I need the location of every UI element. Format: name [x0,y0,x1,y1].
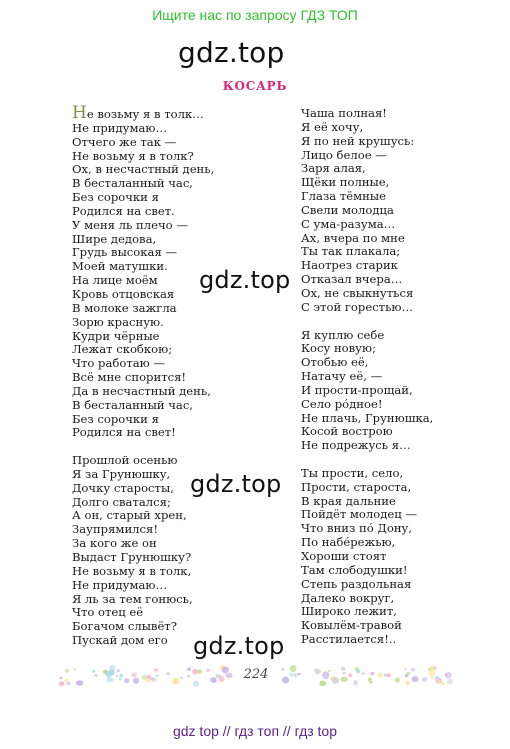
ornament-dot [109,665,115,672]
poem-line: Косу новую; [301,341,377,356]
poem-line: Я по ней крушусь: [301,133,415,148]
poem-line: Отказал вчера… [301,272,403,287]
poem-line: Отобью её, [301,355,369,370]
ornament-dot [290,665,296,672]
poem-line: Что отец её [72,605,144,620]
ornament-dot [281,668,284,671]
poem-line: Прости, староста, [301,479,412,494]
ornament-dot [328,670,331,672]
poem-line: Что работаю — [72,356,166,371]
poem-line: Ковылём-травой [301,618,402,633]
page-number: 224 [243,667,269,682]
ornament-dot [156,675,159,677]
poem-line: Заупрямился! [72,522,158,537]
ornament-dot [64,678,69,683]
ornament-dot [109,671,114,676]
poem-line: Прошлой осенью [72,453,178,468]
drop-cap: Н [72,103,87,123]
ornament-dot [441,682,445,685]
ornament-dot [116,675,119,677]
poem-line: Я её хочу, [301,119,364,134]
ornament-dot [124,678,129,683]
poem-line: С этой горестью… [301,299,414,314]
ornament-dot [226,673,233,678]
ornament-dot [430,676,433,679]
ornament-dot [76,680,83,686]
ornament-dot [315,669,321,674]
poem-line: Чаша полная! [301,106,387,120]
poem-line: Зорю красную. [72,314,164,329]
ornament-dot [322,671,329,679]
ornament-dot [293,673,297,677]
ornament-dot [146,675,152,679]
ornament-dot [73,668,76,670]
ornament-dot [422,677,428,682]
poem-line: Что вниз по́ Дону, [301,521,413,536]
poem-line: Кудри чёрные [72,328,160,343]
ornament-dot [193,681,200,687]
poem-line: Ты прости, село, [301,465,404,480]
poem-line: Наотрез старик [301,258,398,273]
ornament-dot [213,680,216,683]
stanza-gap [301,453,433,467]
poem-line: На лице моём [72,273,158,288]
ornament-dot [132,672,137,677]
ornament-dot [406,672,410,675]
poem-line: Я ль за тем гонюсь, [72,591,193,606]
ornament-dot [332,677,339,684]
poem-line: Ах, вчера по мне [301,230,405,245]
ornament-dot [180,677,183,680]
poem-line: Без сорочки я [72,190,159,205]
ornament-dot [361,672,365,675]
footer-links: gdz top // гдз топ // гдз top [172,723,338,739]
poem-line: Далеко вокруг, [301,590,395,605]
poem-line: Моей матушки. [72,259,168,274]
poem-line: Не придумаю… [72,577,168,592]
poem-line: В молоке зажгла [72,300,177,315]
poem-line: Село ро́дное! [301,396,383,411]
ornament-dot [154,669,158,672]
ornament-dot [341,667,345,671]
poem-line: Шире дедова, [72,231,157,246]
poem-title: КОСАРЬ [222,79,288,93]
ornament-dot [92,670,95,673]
poem-line: В края дальние [301,493,396,508]
ornament-dot [370,672,374,676]
poem-line: Лежат скобкою; [72,342,173,357]
poem-line: Родился на свет! [72,425,176,440]
ornament-dot [206,669,210,672]
poem-line: Дочку старосты, [72,480,174,495]
ornament-dot [429,670,436,677]
ornament-dot [384,674,387,677]
ornament-dot [406,681,410,686]
poem-line: Не плачь, Грунюшка, [301,410,434,425]
ornament-dot [173,678,179,685]
stanza-gap [301,315,433,329]
ornament-dot [282,677,289,684]
poem-line: Натачу её, — [301,369,383,384]
poem-line: Лицо белое — [301,147,387,162]
ornament-dot [369,681,373,684]
ornament-dot [116,669,120,672]
poem-line: Свели молодца [301,202,394,217]
ornament-dot [60,677,63,679]
ornament-dot [298,673,301,675]
poem-line: Косой вострою [301,424,393,439]
poem-line: Ох, не свыкнуться [301,285,414,300]
search-banner: Ищите нас по запросу ГДЗ ТОП [152,7,358,23]
poem-line: Широко лежит, [301,604,397,619]
poem-line: В бесталанный час, [72,176,193,191]
poem-line: В бесталанный час, [72,397,193,412]
ornament-dot [119,674,123,677]
ornament-dot [368,678,372,682]
ornament-dot [386,673,391,677]
ornament-dot [59,681,65,686]
ornament-dot [119,678,122,681]
watermark: gdz.top [178,36,285,69]
poem-line: Пойдёт молодец — [301,507,417,522]
poem-line: Грудь высокая — [72,245,178,260]
poem-line: Я за Грунюшку, [72,466,171,481]
poem-line: Степь раздольная [301,576,412,591]
ornament-dot [394,677,400,682]
poem-line: По набе́режью, [301,535,396,550]
poem-line: Хороши стоят [301,549,387,563]
poem-line: Не возьму я в толк? [72,148,194,163]
ornament-dot [222,667,229,674]
ornament-dot [411,668,416,672]
ornament-dot [356,669,360,673]
poem-line: Выдаст Грунюшку? [72,550,192,564]
ornament-dot [289,673,293,677]
poem-line: Глаза тёмные [301,189,386,204]
ornament-dot [187,675,190,678]
ornament-dot [341,677,348,682]
watermark: gdz.top [190,470,282,498]
poem-line: Не возьму я в толк… [72,103,204,123]
poem-line: Без сорочки я [72,411,159,426]
poem-line: Пускай дом его [72,633,168,648]
ornament-dot [445,672,452,678]
poem-line: Не подрежусь я… [301,438,411,453]
poem-line: Я куплю себе [301,327,385,342]
ornament-dot [187,668,191,671]
poem-right-column [301,107,433,647]
ornament-dot [151,677,157,682]
poem-line: И прости-прощай, [301,382,413,397]
poem-line: Не возьму я в толк, [72,563,192,578]
ornament-dot [430,666,434,669]
poem-line: С ума-разума… [301,216,396,231]
poem-line: Ты так плакала; [301,244,401,259]
poem-line: Заря алая, [301,161,366,176]
ornament-dot [353,680,358,685]
watermark: gdz.top [193,632,285,660]
poem-line: Там слободушки! [301,562,408,577]
poem-line: Не придумаю… [72,120,168,135]
ornament-dot [107,677,114,682]
ornament-dot [343,672,346,674]
ornament-dot [65,669,69,673]
ornament-dot [378,673,383,678]
ornament-dot [133,677,139,683]
poem-line: Отчего же так — [72,134,177,149]
poem-line: Кровь отцовская [72,286,175,301]
poem-line: За кого же он [72,536,157,551]
poem-line: У меня ль плечо — [72,217,188,232]
stanza-gap [72,440,214,454]
watermark: gdz.top [199,266,291,294]
poem-line: Богачом слывёт? [72,619,177,634]
ornament-dot [348,674,352,678]
ornament-dot [95,675,98,677]
ornament-dot [215,674,221,678]
poem-line: Расстилается!.. [301,632,397,647]
ornament-dot [438,681,442,684]
poem-line: Ох, в несчастный день, [72,162,215,177]
ornament-dot [192,669,198,675]
ornament-dot [447,679,453,685]
poem-left-column [72,103,215,648]
poem-line: Щёки полные, [301,175,390,190]
ornament-dot [166,672,170,675]
poem-line: Всё мне спорится! [72,370,187,385]
poem-line: А он, старый хрен, [72,508,187,523]
poem-line: Долго сватался; [72,494,171,509]
ornament-dot [412,676,419,682]
poem-line: Да в несчастный день, [72,383,211,398]
ornament-dot [319,681,326,686]
ornament-dot [404,668,407,670]
poem-line: Родился на свет. [72,203,175,218]
